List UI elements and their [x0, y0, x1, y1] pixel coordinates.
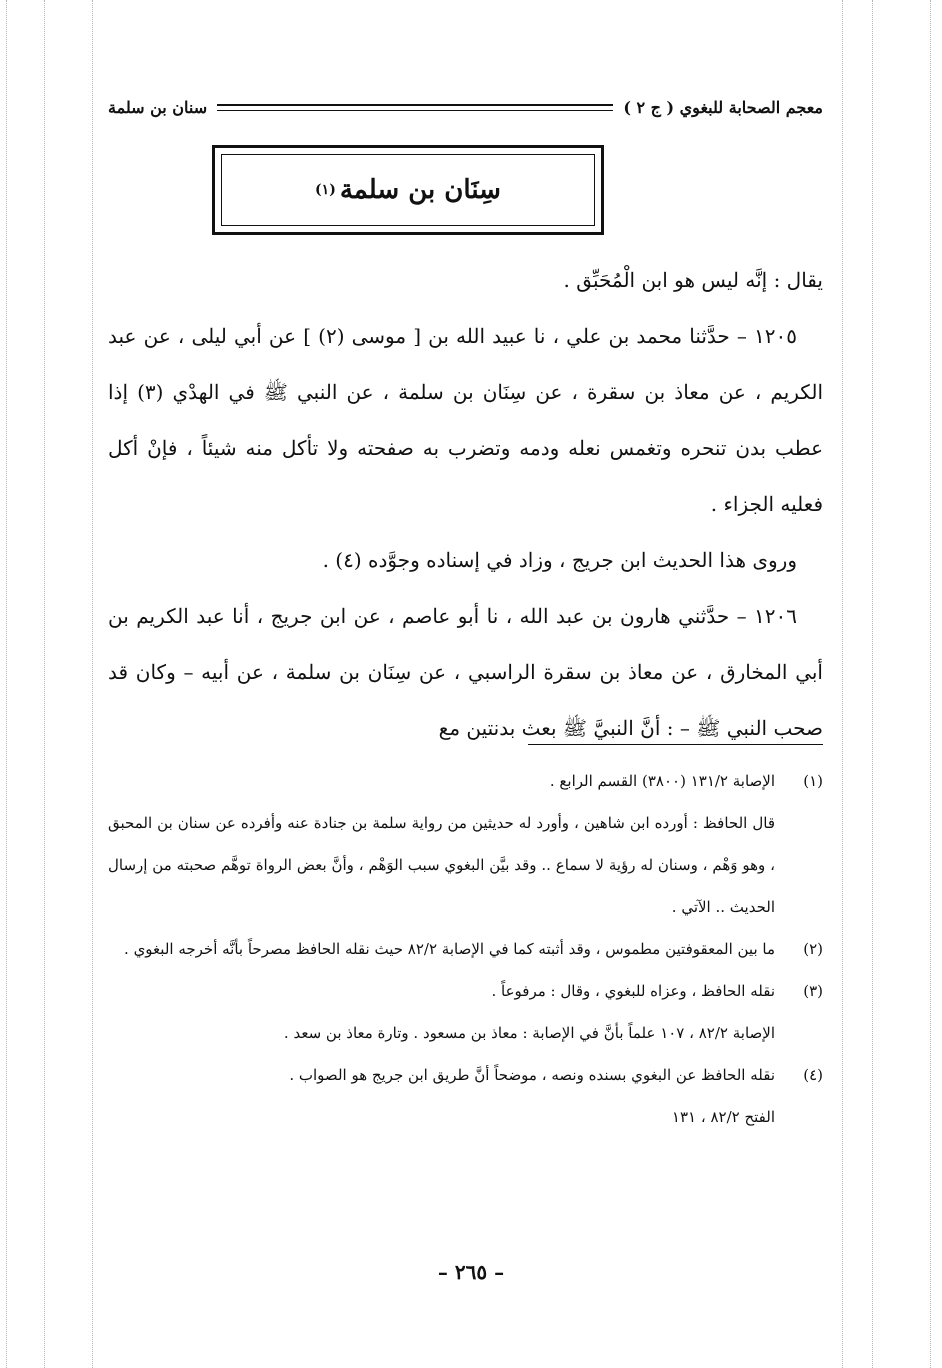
- footnote-4: [108, 1054, 823, 1138]
- main-text: [108, 252, 823, 756]
- footnote-number: (٢): [803, 940, 823, 958]
- header-section-title: سنان بن سلمة: [108, 97, 208, 117]
- footnote-number: (١): [803, 772, 823, 790]
- footnote-line: قال الحافظ : أورده ابن شاهين ، وأورد له حديثين من رواية سلمة بن جنادة عنه وأفرده عن سنان بن المحبق ، وهو وَهْم ، وسنان له رؤية لا سماع .. وقد بيَّن البغوي سبب الوَهْم ، وأنَّ بعض الرواة توهَّم صحبته من إرسال الحديث .. الآتي .: [108, 814, 775, 916]
- page-number: – ٢٦٥ –: [437, 1260, 505, 1284]
- entry-title-inner: [221, 154, 595, 226]
- header-rule: [217, 104, 613, 111]
- footnote-number: (٣): [803, 982, 823, 1000]
- body-paragraph: وروى هذا الحديث ابن جريج ، وزاد في إسناده وجوَّده (٤) .: [322, 548, 797, 572]
- footnote-line: ما بين المعقوفتين مطموس ، وقد أثبته كما في الإصابة ٨٢/٢ حيث نقله الحافظ مصرحاً بأنَّه أخرجه البغوي .: [124, 940, 775, 958]
- footnote-line: الإصابة ٨٢/٢ ، ١٠٧ علماً بأنَّ في الإصابة : معاذ بن مسعود . وتارة معاذ بن سعد .: [283, 1024, 775, 1042]
- footnote-2: [108, 928, 823, 970]
- footnote-separator: [528, 744, 823, 745]
- footnote-line: الإصابة ١٣١/٢ (٣٨٠٠) القسم الرابع .: [549, 772, 775, 790]
- body-paragraph: يقال : إنَّه ليس هو ابن الْمُحَبِّق .: [563, 268, 823, 292]
- hadith-1205: ١٢٠٥ – حدَّثنا محمد بن علي ، نا عبيد الله بن [ موسى (٢) ] عن أبي ليلى ، عن عبد الكريم ، عن معاذ بن سقرة ، عن سِنَان بن سلمة ، عن النبي ﷺ في الهدْي (٣) إذا عطب بدن تنحره وتغمس نعله ودمه وتضرب به صفحته ولا تأكل منه شيئاً ، فإنْ أكل فعليه الجزاء .: [108, 324, 823, 516]
- footnote-line: الفتح ٨٢/٢ ، ١٣١: [671, 1108, 775, 1126]
- footnote-line: نقله الحافظ عن البغوي بسنده ونصه ، موضحاً أنَّ طريق ابن جريج هو الصواب .: [289, 1066, 775, 1084]
- header-book-title: معجم الصحابة للبغوي ( ج ٢ ): [623, 97, 823, 117]
- hadith-1206: ١٢٠٦ – حدَّثني هارون بن عبد الله ، نا أبو عاصم ، عن ابن جريج ، أنا عبد الكريم بن أبي المخارق ، عن معاذ بن سقرة الراسبي ، عن سِنَان بن سلمة ، عن أبيه – وكان قد صحب النبي ﷺ – : أنَّ النبيَّ ﷺ بعث بدنتين مع: [108, 604, 823, 740]
- footnote-3: [108, 970, 823, 1054]
- footnotes: [108, 760, 823, 1138]
- entry-title: سِنَان بن سلمة: [339, 175, 501, 205]
- footnote-line: نقله الحافظ ، وعزاه للبغوي ، وقال : مرفوعاً .: [491, 982, 775, 1000]
- footnote-number: (٤): [803, 1066, 823, 1084]
- entry-title-frame: [212, 145, 604, 235]
- running-header: [108, 92, 823, 122]
- footnote-1: [108, 760, 823, 928]
- entry-title-footnote-ref: (١): [315, 182, 336, 198]
